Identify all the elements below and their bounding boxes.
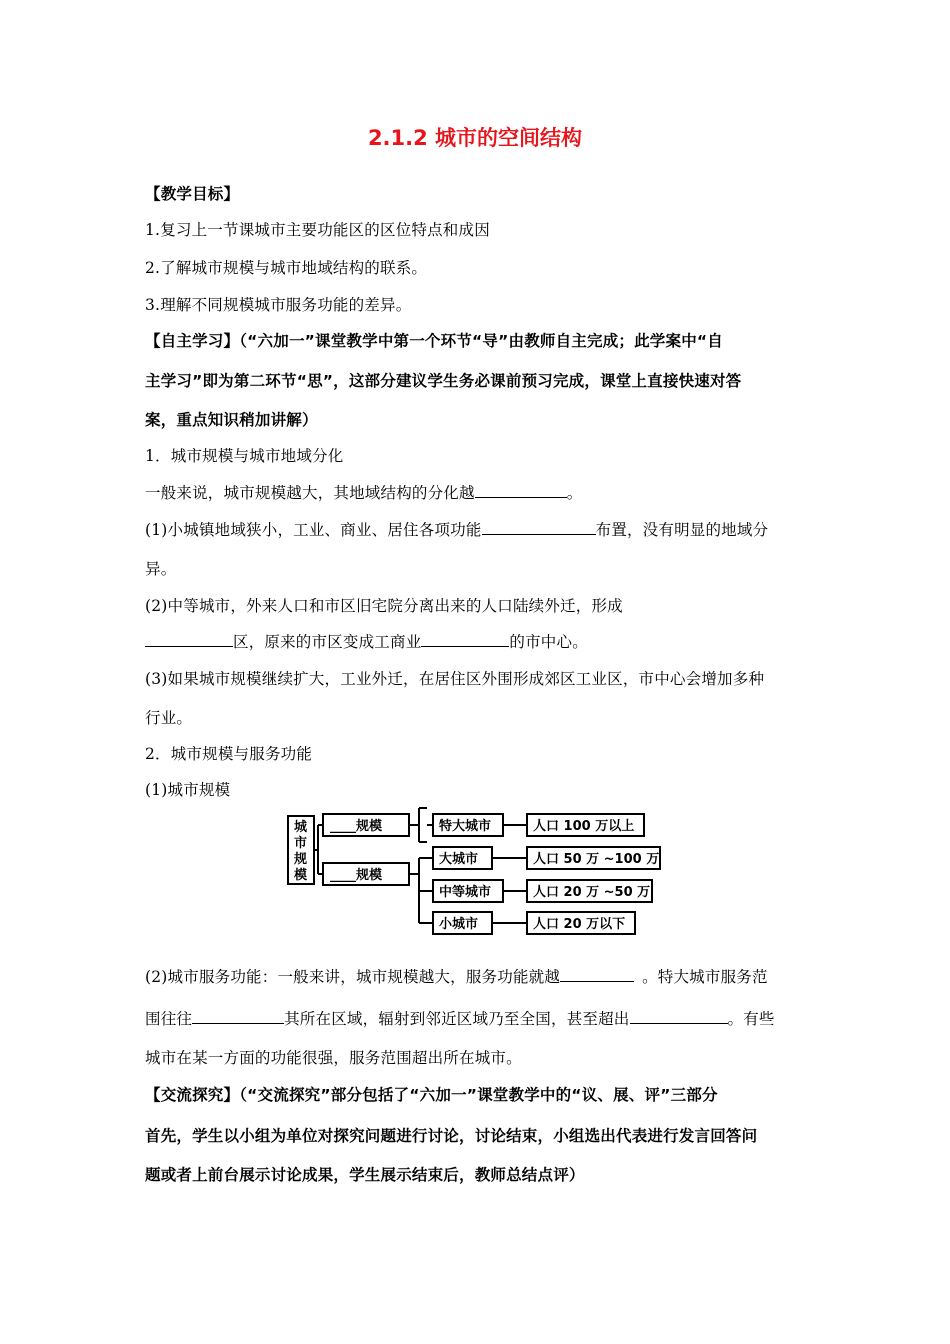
text: 区，原来的市区变成工商业: [233, 633, 422, 651]
connector: [409, 825, 419, 874]
text: 。特大城市服务范: [642, 968, 768, 986]
exchange-note: 题或者上前台展示讨论成果，学生展示结束后，教师总结点评）: [145, 1166, 585, 1184]
self-study-note: （“六加一”课堂教学中第一个环节“导”由教师自主完成；此学案中“自: [239, 332, 723, 350]
connector: [492, 825, 527, 923]
paragraph: (2)中等城市，外来人口和市区旧宅院分离出来的人口陆续外迁，形成: [145, 597, 623, 615]
root-char: 市: [294, 836, 308, 851]
fill-blank[interactable]: [421, 632, 509, 647]
paragraph: 异。: [145, 560, 177, 578]
city-label: 特大城市: [439, 819, 492, 834]
goal-item: 3.理解不同规模城市服务功能的差异。: [145, 296, 412, 314]
section-1-title: 1．城市规模与城市地域分化: [145, 447, 344, 465]
city-scale-diagram: [286, 806, 666, 946]
goals-heading: 【教学目标】: [145, 185, 240, 203]
text: 一般来说，城市规模越大，其地域结构的分化越: [145, 484, 475, 502]
population-label: 人口 20 万以下: [533, 917, 626, 932]
city-label: 大城市: [439, 852, 479, 867]
fill-blank[interactable]: [192, 1009, 284, 1024]
paragraph: [145, 481, 582, 503]
text: 围往往: [145, 1010, 193, 1028]
exchange-note: 首先，学生以小组为单位对探究问题进行讨论，讨论结束，小组选出代表进行发言回答问: [145, 1127, 758, 1145]
group-label: ____规模: [330, 819, 383, 834]
self-study-line-1: [145, 329, 723, 351]
goal-item: 2.了解城市规模与城市地域结构的联系。: [145, 259, 428, 277]
exchange-note: （“交流探究”部分包括了“六加一”课堂教学中的“议、展、评”三部分: [239, 1086, 718, 1104]
population-label: 人口 50 万 ~100 万: [533, 852, 660, 867]
connector: [419, 858, 433, 923]
population-label: 人口 20 万 ~50 万: [533, 885, 651, 900]
root-char: 城: [294, 820, 308, 835]
fill-blank[interactable]: [475, 483, 567, 498]
page-title: 2.1.2 城市的空间结构: [367, 126, 583, 150]
population-label: 人口 100 万以上: [533, 819, 635, 834]
text: (1)小城镇地域狭小，工业、商业、居住各项功能: [145, 521, 482, 539]
city-label: 小城市: [439, 917, 479, 932]
text: 。: [566, 484, 583, 502]
paragraph: (3)如果城市规模继续扩大，工业外迁，在居住区外围形成郊区工业区，市中心会增加多种: [145, 670, 765, 688]
text: (2)城市服务功能：一般来讲，城市规模越大，服务功能就越: [145, 968, 561, 986]
fill-blank[interactable]: [560, 967, 634, 982]
text: 。有些: [727, 1010, 775, 1028]
exchange-line-1: [145, 1083, 718, 1105]
connector: [419, 808, 427, 842]
connector: [314, 825, 323, 874]
subsection-title: (1)城市规模: [145, 781, 231, 799]
paragraph: [145, 965, 768, 987]
paragraph: [145, 1007, 775, 1029]
city-label: 中等城市: [439, 885, 492, 900]
root-char: 模: [294, 868, 308, 883]
self-study-note: 主学习”即为第二环节“思”，这部分建议学生务必课前预习完成，课堂上直接快速对答: [145, 372, 742, 390]
goal-item: 1.复习上一节课城市主要功能区的区位特点和成因: [145, 221, 490, 239]
self-study-heading: 【自主学习】: [145, 332, 240, 350]
fill-blank[interactable]: [482, 520, 596, 535]
fill-blank[interactable]: [145, 632, 233, 647]
paragraph: 行业。: [145, 709, 193, 727]
paragraph: [145, 518, 768, 540]
exchange-heading: 【交流探究】: [145, 1086, 240, 1104]
paragraph: [145, 630, 588, 652]
text: 的市中心。: [509, 633, 588, 651]
fill-blank[interactable]: [630, 1009, 728, 1024]
paragraph: 城市在某一方面的功能很强，服务范围超出所在城市。: [145, 1049, 522, 1067]
text: 布置，没有明显的地域分: [595, 521, 769, 539]
section-2-title: 2．城市规模与服务功能: [145, 745, 313, 763]
text: 其所在区域，辐射到邻近区域乃至全国，甚至超出: [284, 1010, 630, 1028]
root-char: 规: [294, 852, 308, 867]
group-label: ____规模: [330, 868, 383, 883]
self-study-note: 案，重点知识稍加讲解）: [145, 411, 318, 429]
